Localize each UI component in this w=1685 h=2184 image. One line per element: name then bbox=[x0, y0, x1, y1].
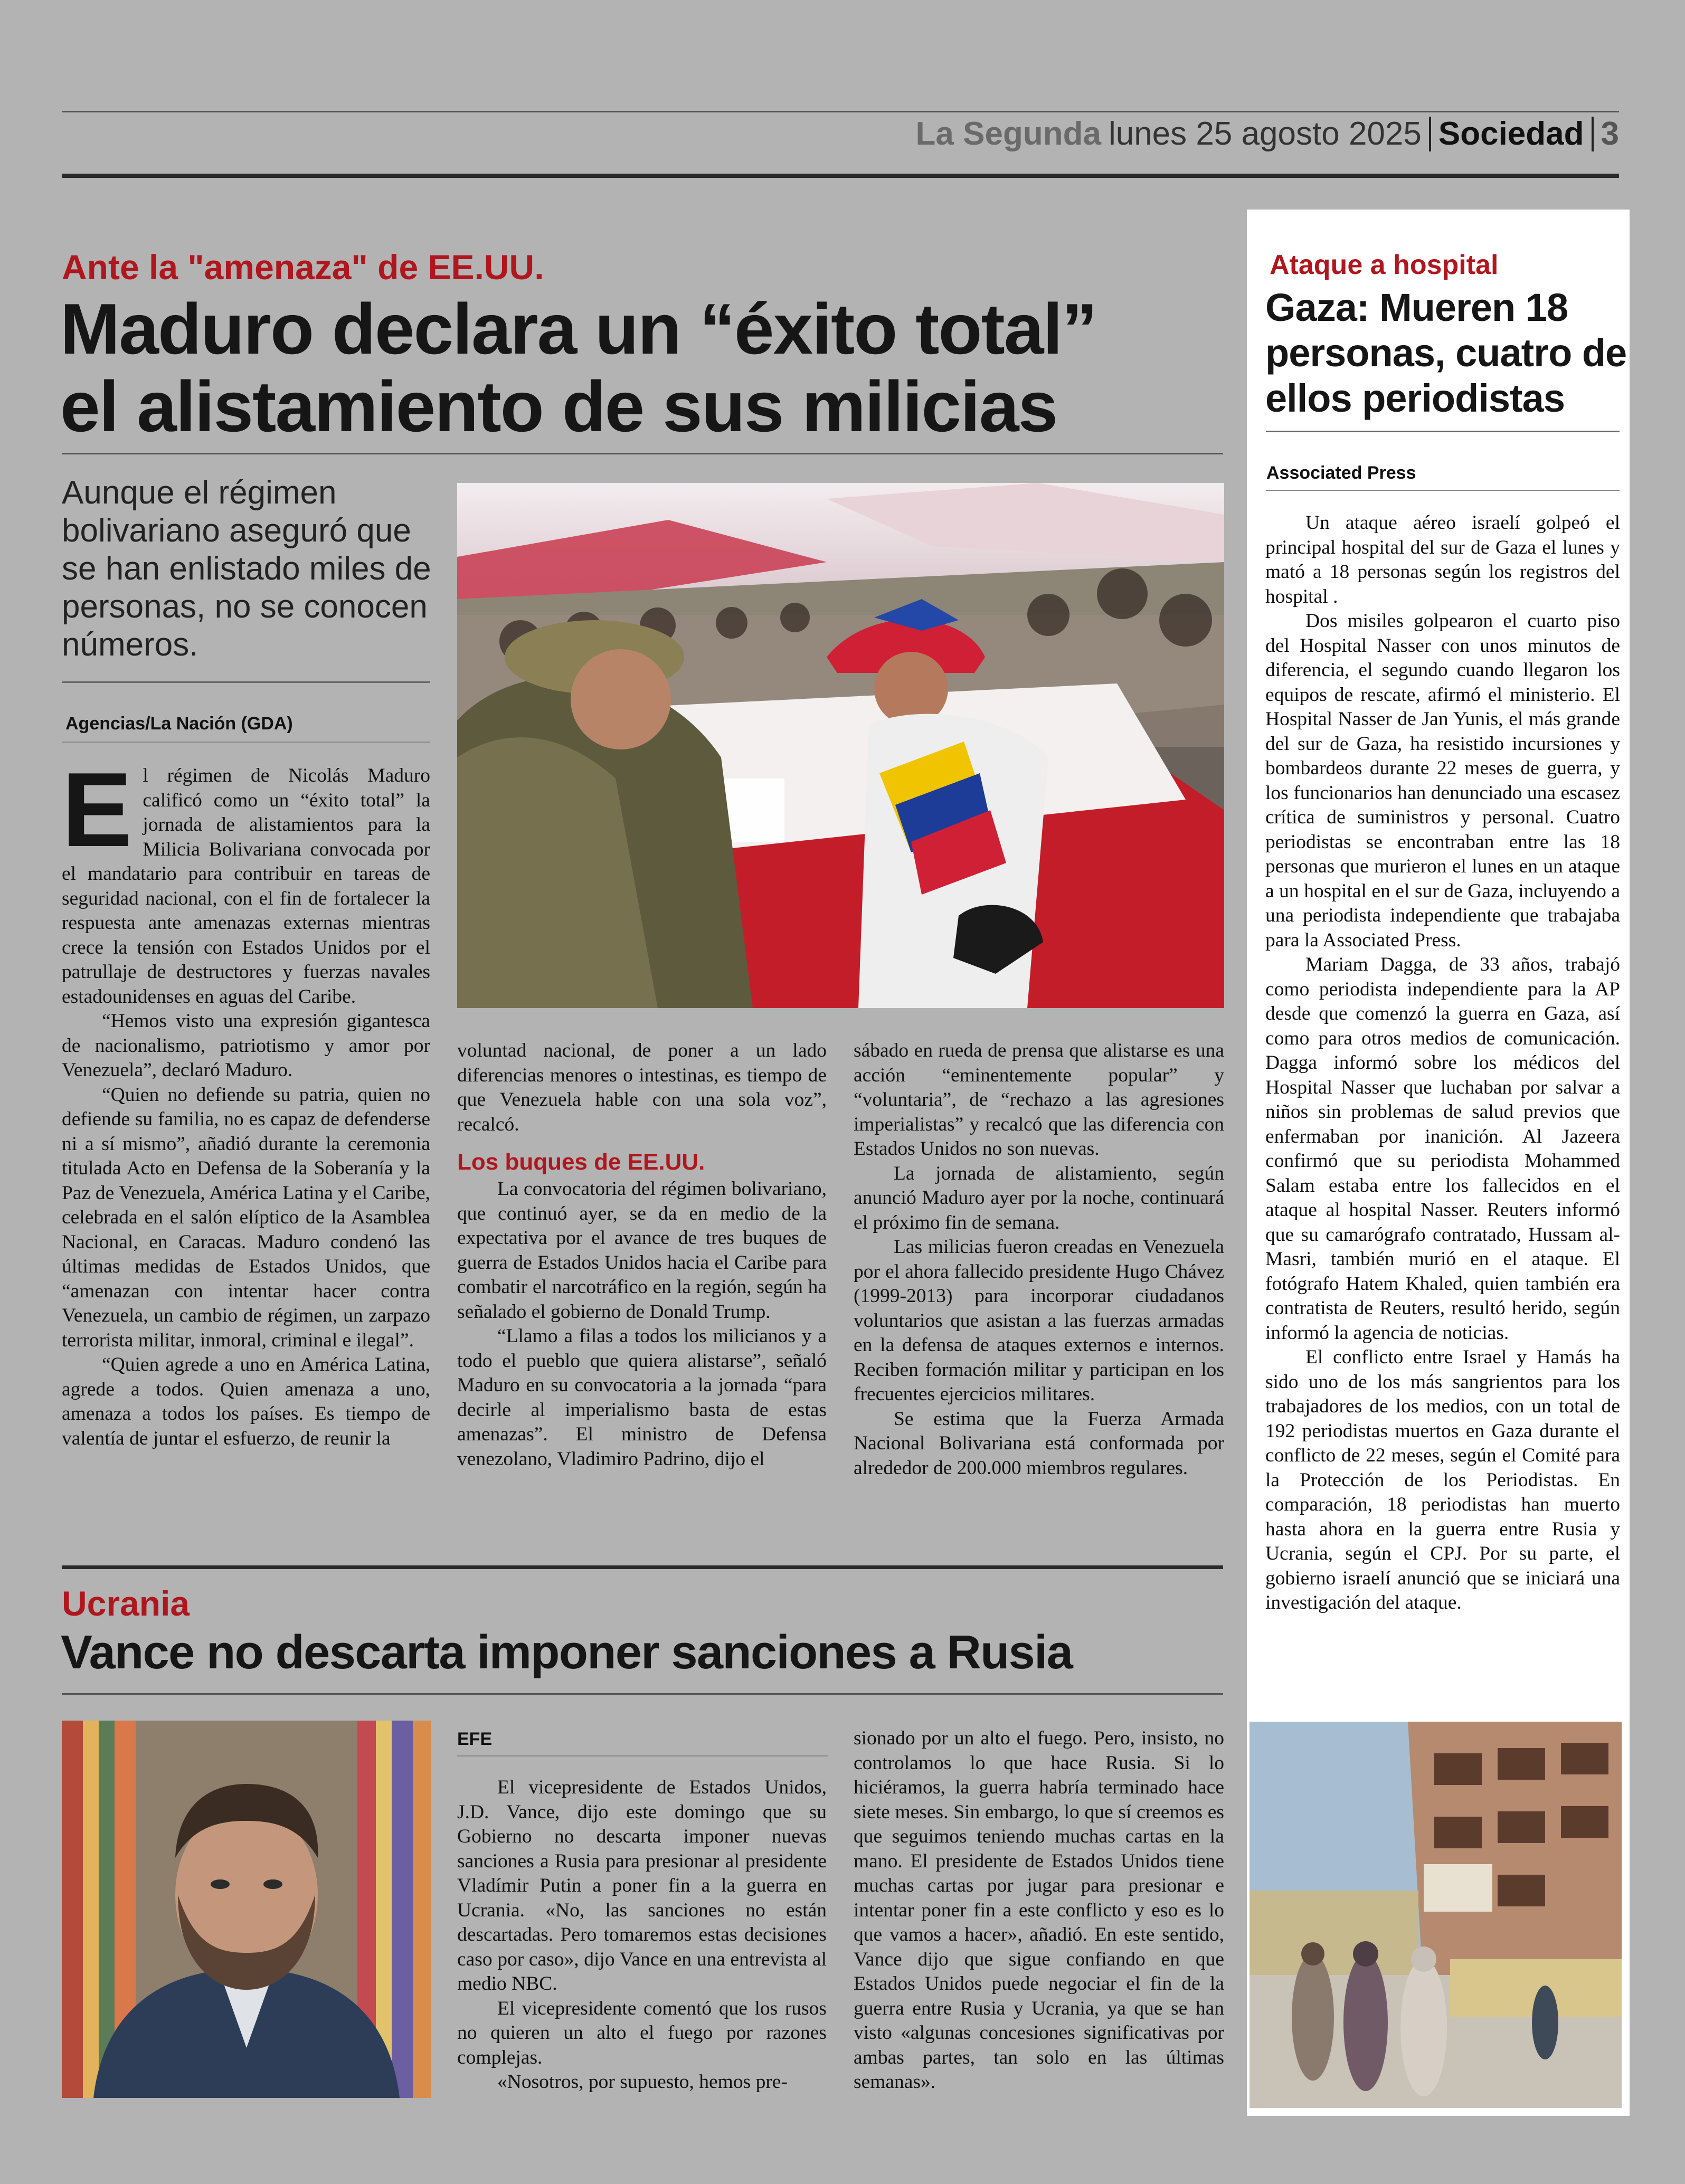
bottom-paragraph: «Nosotros, por supuesto, hemos pre- bbox=[497, 2071, 788, 2093]
bottom-paragraph: sionado por un alto el fuego. Pero, insisto, no controlamos lo que hace Rusia. Si lo hiciéramos, la guerra habría terminado hace siete meses. Sin embargo, lo que sí creemos es que seguimos teniendo muchas cartas en la mano. El presidente de Estados Unidos tiene muchas cartas por jugar para presionar e intentar poner fin a este conflicto y eso es lo que vamos a hacer», añadió. En este sentido, Vance dijo que sigue confiando en que Estados Unidos puede negociar el fin de la guerra entre Rusia y Ucrania, ya que se han visto «algunas concesiones significativas por ambas partes, tan solo en las últimas semanas». bbox=[854, 1727, 1224, 2093]
bottom-paragraph: El vicepresidente de Estados Unidos, J.D. Vance, dijo este domingo que su Gobierno no descarta imponer nuevas sanciones a Rusia para presionar al presidente Vladímir Putin a poner fin a la guerra en Ucrania. «No, las sanciones no están descartadas. Pero tomaremos estas decisiones caso por caso», dijo Vance en una entrevista al medio NBC. bbox=[457, 1777, 827, 1995]
deck-rule bbox=[62, 681, 430, 683]
bottom-headline-rule bbox=[62, 1693, 1223, 1695]
militia-registration-illustration bbox=[457, 483, 1224, 1008]
main-paragraph: La convocatoria del régimen bolivariano, que continuó ayer, se da en medio de la expectativa por el avance de tres buques de guerra de Estados Unidos hacia el Caribe para combatir el narcotráfico en la región, según ha señalado el gobierno de Donald Trump. bbox=[457, 1178, 827, 1323]
main-paragraph: La jornada de alistamiento, según anunció Maduro ayer por la noche, continuará el próximo fin de semana. bbox=[854, 1162, 1224, 1233]
masthead-separator bbox=[1592, 117, 1594, 151]
main-paragraph: l régimen de Nicolás Maduro calificó como un “éxito total” la jornada de alistamientos para la Milicia Bolivariana convocada por el mandatario para contribuir en tareas de seguridad nacional, con el fin de fortalecer la respuesta ante amenazas externas mientras crece la tensión con Estados Unidos por el patrullaje de destructores y fuerzas navales estadounidenses en aguas del Caribe. bbox=[62, 765, 430, 1008]
main-paragraph: “Hemos visto una expresión gigantesca de nacionalismo, patriotismo y amor por Venezuela”, declaró Maduro. bbox=[62, 1010, 430, 1081]
top-thin-rule bbox=[62, 111, 1619, 112]
sidebar-paragraph: Mariam Dagga, de 33 años, trabajó como periodista independiente para la AP desde que comenzó la guerra en Gaza, así como para otros medios de comunicación. Dagga informó sobre los médicos del Hospital Nasser que luchaban por salvar a niños sin problemas de salud previos que enfermaban por inanición. Al Jazeera confirmó que su periodista Mohammed Salam estaba entre los fallecidos en el ataque al hospital Nasser. Reuters informó que su camarógrafo contratado, Hussam al-Masri, también murió en el ataque. El fotógrafo Hatem Khaled, quien también era contratista de Reuters, resultó herido, según informó la agencia de noticias. bbox=[1265, 954, 1620, 1344]
main-subhead: Los buques de EE.UU. bbox=[457, 1149, 705, 1175]
sidebar-credit-rule bbox=[1266, 490, 1620, 491]
militia-registration-photo bbox=[457, 483, 1224, 1008]
sidebar-credit: Associated Press bbox=[1266, 463, 1416, 483]
issue-date: lunes 25 agosto 2025 bbox=[1108, 116, 1422, 152]
masthead bbox=[62, 113, 1619, 155]
bottom-column-1 bbox=[457, 1775, 827, 2095]
sidebar-paragraph: Dos misiles golpearon el cuarto piso del Hospital Nasser con unos minutos de diferencia, el segundo cuando llegaron los equipos de rescate, afirmó el ministerio. El Hospital Nasser de Jan Yunis, el más grande del sur de Gaza, ha resistido incursiones y bombardeos durante 22 meses de guerra, y los funcionarios han denunciado una escasez crítica de suministros y personal. Cuatro periodistas se encontraban entre las 18 personas que murieron el lunes en un ataque a un hospital en el sur de Gaza, incluyendo a una periodista independiente que trabajaba para la Associated Press. bbox=[1265, 610, 1620, 951]
bottom-column-2 bbox=[854, 1726, 1224, 2095]
drop-cap: E bbox=[62, 751, 132, 869]
main-paragraph: “Quien agrede a uno en América Latina, agrede a todos. Quien amenaza a uno, amenaza a todos los países. Es tiempo de valentía de juntar el esfuerzo, de reunir la bbox=[62, 1354, 430, 1449]
bottom-kicker: Ucrania bbox=[62, 1584, 190, 1623]
main-credit: Agencias/La Nación (GDA) bbox=[65, 714, 293, 734]
page-number: 3 bbox=[1601, 116, 1619, 152]
paper-name: La Segunda bbox=[915, 116, 1101, 152]
main-deck: Aunque el régimen bolivariano aseguró que se han enlistado miles de personas, no se conocen números. bbox=[62, 474, 431, 663]
bottom-credit-rule bbox=[457, 1755, 828, 1756]
bottom-section-rule bbox=[62, 1565, 1223, 1569]
main-headline-line-2: el alistamiento de sus milicias bbox=[60, 366, 1057, 447]
vance-portrait-photo bbox=[62, 1721, 431, 2098]
main-column-2 bbox=[457, 1039, 827, 1471]
vance-portrait-illustration bbox=[62, 1721, 431, 2098]
hospital-street-illustration bbox=[1249, 1722, 1622, 2108]
sidebar-paragraph: El conflicto entre Israel y Hamás ha sido uno de los más sangrientos para los trabajadores de los medios, con un total de 192 periodistas muertos en Gaza durante el conflicto de 22 meses, según el Comité para la Protección de los Periodistas. En comparación, 18 periodistas han muerto hasta ahora en la guerra entre Rusia y Ucrania, según el CPJ. Por su parte, el gobierno israelí anunció que se iniciará una investigación del ataque. bbox=[1265, 1346, 1620, 1613]
bottom-headline: Vance no descarta imponer sanciones a Rusia bbox=[61, 1626, 1073, 1679]
sidebar-paragraph: Un ataque aéreo israelí golpeó el principal hospital del sur de Gaza el lunes y mató a 18 personas según los registros del hospital . bbox=[1265, 512, 1620, 607]
main-column-1 bbox=[62, 751, 430, 1451]
nasser-hospital-photo bbox=[1249, 1722, 1622, 2108]
bottom-paragraph: El vicepresidente comentó que los rusos no quieren un alto el fuego por razones complejas. bbox=[457, 1997, 827, 2068]
main-column-3 bbox=[854, 1039, 1224, 1480]
main-paragraph: Se estima que la Fuerza Armada Nacional Bolivariana está conformada por alrededor de 200.000 miembros regulares. bbox=[854, 1408, 1224, 1479]
main-headline-rule bbox=[62, 453, 1223, 454]
sidebar-headline-rule bbox=[1266, 431, 1620, 432]
main-paragraph: Las milicias fueron creadas en Venezuela por el ahora fallecido presidente Hugo Chávez (1999-2013) para incorporar ciudadanos voluntarios que asistan a las fuerzas armadas en la defensa de ataques externos e internos. Reciben formación militar y participan en los frecuentes ejercicios militares. bbox=[854, 1236, 1224, 1405]
masthead-thick-rule bbox=[62, 174, 1619, 178]
credit-rule bbox=[62, 742, 430, 743]
main-paragraph: “Quien no defiende su patria, quien no defiende su familia, no es capaz de defenderse ni a sí mismo”, añadió durante la ceremonia titulada Acto en Defensa de la Soberanía y la Paz de Venezuela, América Latina y el Caribe, celebrada en el salón elíptico de la Asamblea Nacional, en Caracas. Maduro condenó las últimas medidas de Estados Unidos, que “amenazan con intentar hacer contra Venezuela, un cambio de régimen, un zarpazo terrorista militar, inmoral, criminal e ilegal”. bbox=[62, 1084, 430, 1351]
main-paragraph: “Llamo a filas a todos los milicianos y a todo el pueblo que quiera alistarse”, señaló Maduro en su convocatoria a la jornada “para decirle al imperialismo basta de estas amenazas”. El ministro de Defensa venezolano, Vladimiro Padrino, dijo el bbox=[457, 1325, 827, 1470]
main-paragraph: sábado en rueda de prensa que alistarse es una acción “eminentemente popular” y “voluntaria”, de “rechazo a las agresiones imperialistas” y recalcó que las diferencia con Estados Unidos no son nuevas. bbox=[854, 1040, 1224, 1160]
sidebar-headline: Gaza: Mueren 18 personas, cuatro de ellos periodistas bbox=[1265, 286, 1627, 420]
masthead-separator bbox=[1429, 117, 1431, 151]
main-headline-line-1: Maduro declara un “éxito total” bbox=[60, 289, 1097, 369]
sidebar-body bbox=[1265, 511, 1620, 1616]
bottom-credit: EFE bbox=[457, 1729, 493, 1749]
sidebar-kicker: Ataque a hospital bbox=[1270, 250, 1499, 280]
main-kicker: Ante la "amenaza" de EE.UU. bbox=[62, 248, 544, 287]
main-paragraph: voluntad nacional, de poner a un lado diferencias menores o intestinas, es tiempo de que Venezuela hable con una sola voz”, recalcó. bbox=[457, 1040, 827, 1135]
section-name: Sociedad bbox=[1438, 116, 1584, 152]
